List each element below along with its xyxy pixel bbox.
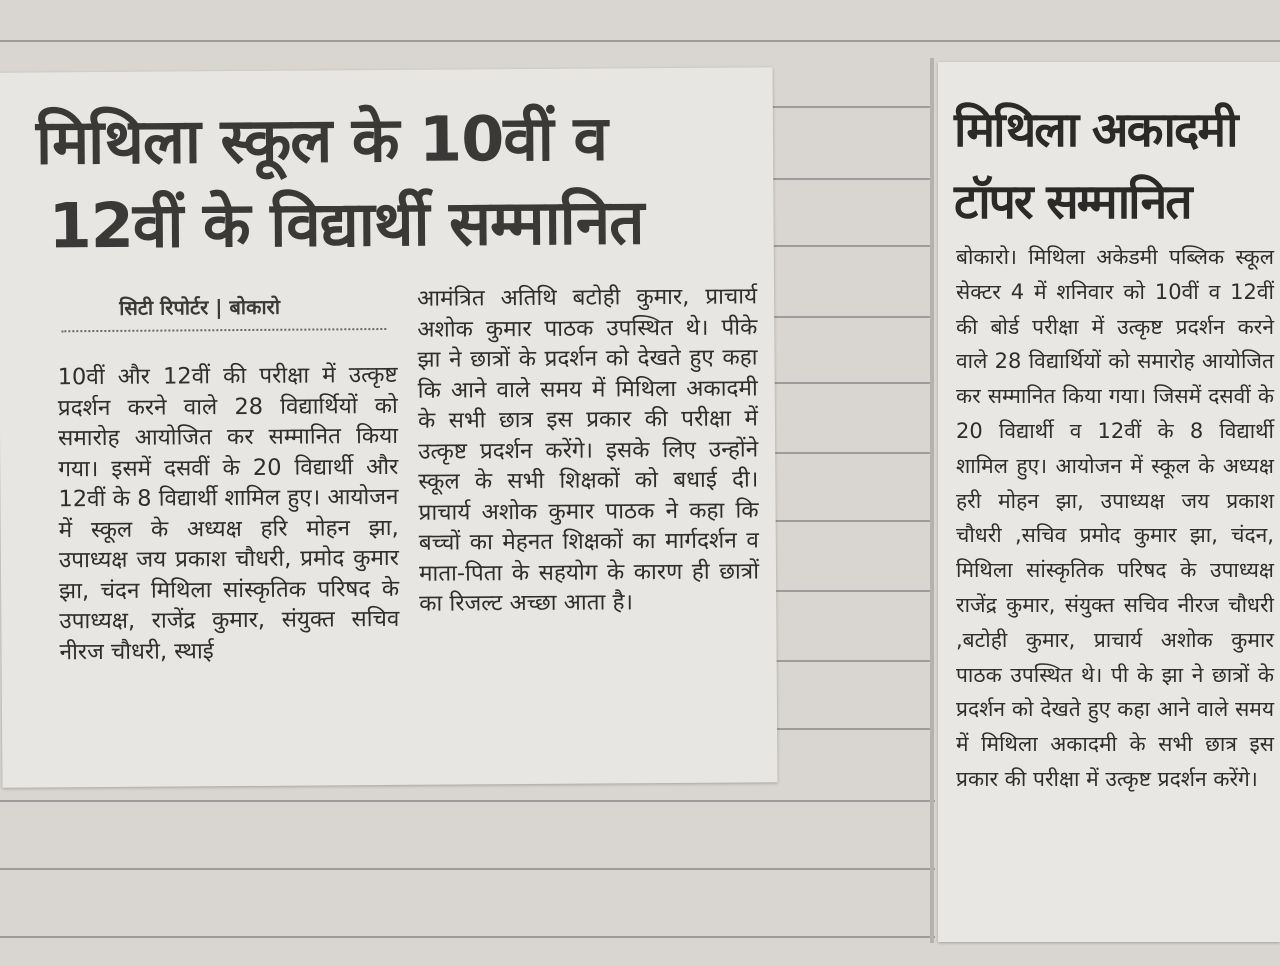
rule-line: [760, 520, 930, 522]
rule-line: [760, 590, 930, 592]
right-headline-line1: मिथिला अकादमी: [954, 102, 1237, 158]
left-news-clipping: [0, 67, 777, 787]
rule-line: [760, 728, 930, 730]
byline: सिटी रिपोर्टर | बोकारो: [119, 294, 281, 320]
rule-line: [760, 178, 930, 180]
right-news-clipping: [938, 62, 1280, 942]
left-headline-line2: 12वीं के विद्यार्थी सम्मानित: [48, 185, 644, 263]
column-1-text: 10वीं और 12वीं की परीक्षा में उत्कृष्ट प्रदर्शन करने वाले 28 विद्यार्थियों को समारोह आयोजित कर सम्मानित किया गया। इसमें दसवीं के 20 विद्यार्थी और 12वीं के 8 विद्यार्थी शामिल हुए। आयोजन में स्कूल के अध्यक्ष हरि मोहन झा, उपाध्यक्ष जय प्रकाश चौधरी, प्रमोद कुमार झा, चंदन मिथिला सांस्कृतिक परिषद के उपाध्यक्ष, राजेंद्र कुमार, संयुक्त सचिव नीरज चौधरी, स्थाई: [57, 361, 400, 665]
right-article-text: बोकारो। मिथिला अकेडमी पब्लिक स्कूल सेक्टर 4 में शनिवार को 10वीं व 12वीं की बोर्ड परीक्षा में उत्कृष्ट प्रदर्शन करने वाले 28 विद्यार्थियों को समारोह आयोजित कर सम्मानित किया गया। जिसमें दसवीं के 20 विद्यार्थी व 12वीं के 8 विद्यार्थी शामिल हुए। आयोजन में स्कूल के अध्यक्ष हरी मोहन झा, उपाध्यक्ष जय प्रकाश चौधरी ,सचिव प्रमोद कुमार झा, चंदन, मिथिला सांस्कृतिक परिषद के उपाध्यक्ष राजेंद्र कुमार, संयुक्त सचिव नीरज चौधरी ,बटोही कुमार, प्राचार्य अशोक कुमार पाठक उपस्थित थे। पी के झा ने छात्रों के प्रदर्शन को देखते हुए कहा आने वाले समय में मिथिला अकादमी के सभी छात्र इस प्रकार की परीक्षा में उत्कृष्ट प्रदर्शन करेंगे।: [956, 245, 1274, 791]
rule-line: [760, 660, 930, 662]
left-article-column-1: [58, 360, 400, 667]
rule-line: [760, 245, 930, 247]
rule-line: [760, 316, 930, 318]
rule-line: [0, 936, 935, 938]
left-headline-line1: मिथिला स्कूल के 10वीं व: [35, 101, 608, 179]
rule-line: [0, 868, 935, 870]
right-headline-line2: टॉपर सम्मानित: [954, 174, 1191, 230]
right-article-body: [956, 240, 1274, 797]
column-2-text: आमंत्रित अतिथि बटोही कुमार, प्राचार्य अशोक कुमार पाठक उपस्थित थे। पीके झा ने छात्रों के प्रदर्शन को देखते हुए कहा कि आने वाले समय में मिथिला अकादमी के सभी छात्र इस प्रकार की परीक्षा में उत्कृष्ट प्रदर्शन करेंगे। इसके लिए उन्होंने स्कूल के सभी शिक्षकों को बधाई दी। प्राचार्य अशोक कुमार पाठक ने कहा कि बच्चों का मेहनत शिक्षकों का मार्गदर्शन व माता-पिता के सहयोग के कारण ही छात्रों का रिजल्ट अच्छा आता है।: [417, 283, 760, 617]
rule-line: [760, 382, 930, 384]
rule-line: [0, 40, 1280, 42]
byline-divider: [61, 328, 386, 332]
rule-line: [760, 106, 930, 108]
left-article-column-2: [417, 281, 759, 619]
clipping-edge-shadow: [930, 58, 934, 943]
rule-line: [760, 452, 930, 454]
rule-line: [0, 800, 935, 802]
